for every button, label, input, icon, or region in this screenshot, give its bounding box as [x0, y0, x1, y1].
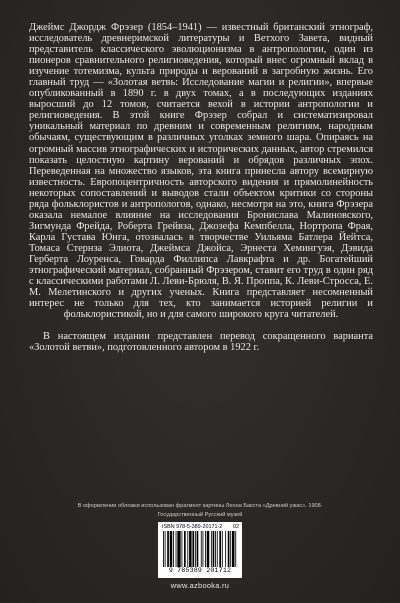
barcode-digits: 9 785389 201712 — [168, 567, 232, 574]
annotation-paragraph-1: Джеймс Джордж Фрэзер (1854–1941) — известный британский этнограф, исследователь древнеримской литературы и Ветхого Завета, видный представитель классического эволюционизма в антропологии, один из пионеров сравнительного религиоведения, который внес огромный вклад в изучение тотемизма, культа природы и верований в загробную жизнь. Его главный труд — «Золотая ветвь: Исследование магии и религии», впервые опубликованный в 1890 г. в двух томах, а в последующих изданиях выросший до 12 томов, считается вехой в истории антропологии и религиоведения. В этой книге Фрэзер собрал и систематизировал уникальный материал по древним и современным религиям, народным обычаям, существующим в различных уголках земного шара. Опираясь на огромный массив этнографических и исторических данных, автор стремился показать целостную картину верований и обрядов различных эпох. Переведенная на множество языков, эта книга принесла автору всемирную известность. Европоцентричность авторского видения и прямолинейность некоторых сопоставлений и выводов стали объектом критики со стороны ряда фольклористов и антропологов, однако, несмотря на это, книга Фрэзера оказала немалое влияние на исследования Бронислава Малиновского, Зигмунда Фрейда, Роберта Грейвза, Джозефа Кемпбелла, Нортропа Фрая, Карла Густава Юнга, отозвалась в творчестве Уильяма Батлера Йейтса, Томаса Стернза Элиота, Джеймса Джойса, Эрнеста Хемингуэя, Дэвида Герберта Лоуренса, Говарда Филлипса Лавкрафта и др. Богатейший этнографический материал, собранный Фрэзером, ставит его труд в один ряд с классическими работами Л. Леви-Брюля, В. Я. Проппа, К. Леви-Стросса, Е. М. Мелетинского и других ученых. Книга представляет несомненный интерес не только для тех, кто занимается историей религии и фольклористикой, но и для самого широкого круга читателей. — [29, 22, 373, 321]
barcode-icon — [163, 531, 237, 567]
isbn-label — [158, 524, 242, 530]
annotation-paragraph-2: В настоящем издании представлен перевод сокращенного варианта «Золотой ветви», подготовленного автором в 1922 г. — [29, 331, 373, 354]
publisher-website: www.azbooka.ru — [170, 581, 230, 590]
barcode-block — [158, 522, 242, 578]
annotation-text — [29, 22, 373, 353]
isbn-number: ISBN 978-5-389-20171-2 — [162, 524, 223, 530]
credits-line-1: В оформлении обложки использован фрагмент картины Леона Бакста «Древний ужас». 1908. — [77, 503, 323, 509]
isbn-supplement: 02 — [233, 524, 239, 530]
illustration-credits — [0, 502, 400, 520]
credits-line-2: Государственный Русский музей — [157, 512, 243, 518]
